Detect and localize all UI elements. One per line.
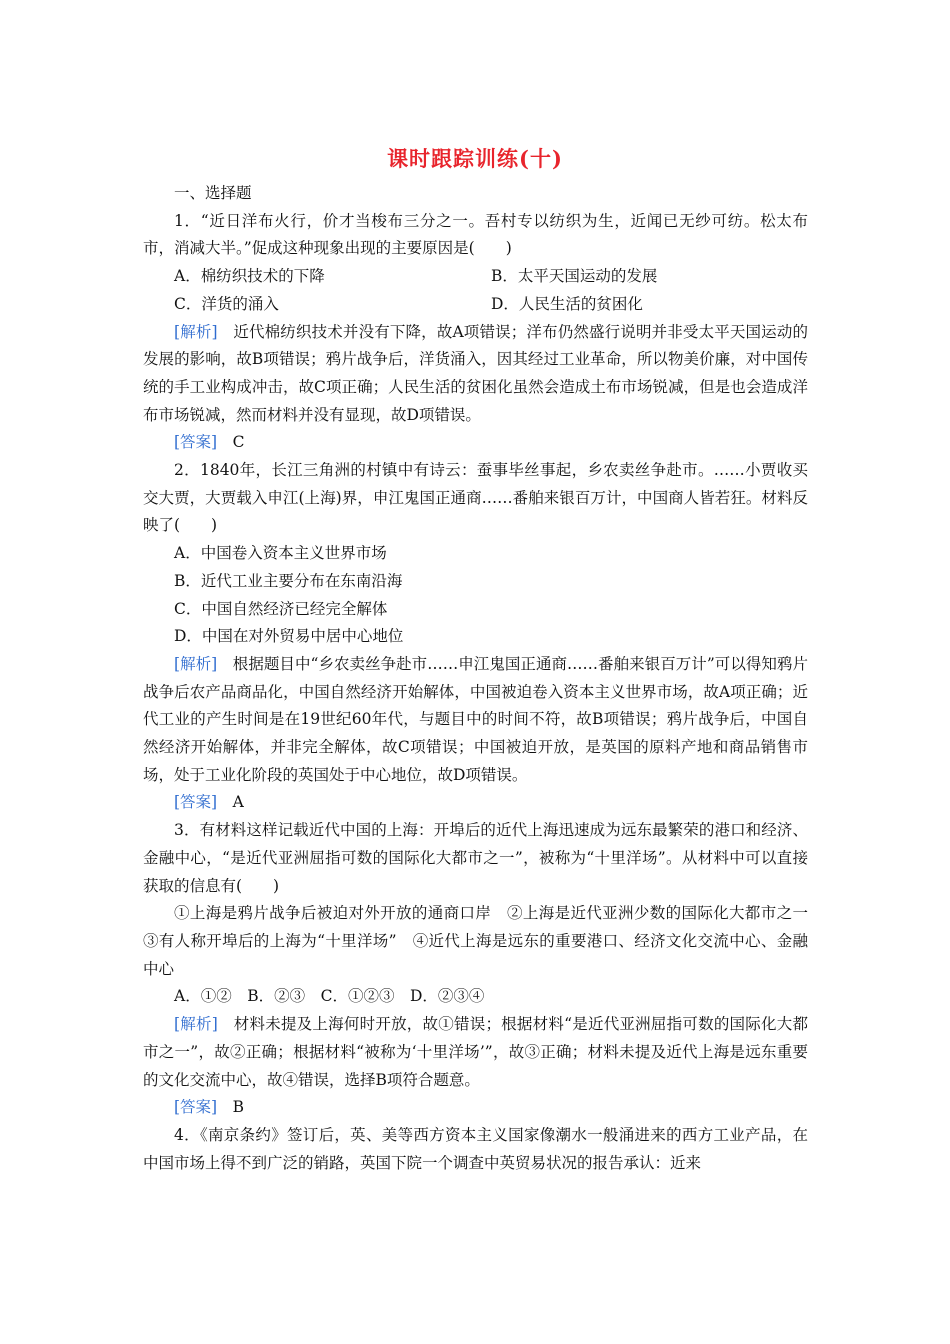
option: D．中国在对外贸易中居中心地位 <box>174 627 404 646</box>
question-2-answer <box>143 789 808 817</box>
question-2-stem: 2．1840年，长江三角洲的村镇中有诗云：蚕事毕丝事起，乡农卖丝争赴市。……小贾收买交大贾，大贾载入申江(上海)界，申江鬼国正通商……番舶来银百万计，中国商人皆若狂。材料反映了( ) <box>143 461 808 535</box>
answer-value: C <box>232 433 245 452</box>
answer-tag: [答案] <box>174 1098 218 1117</box>
section-heading: 一、选择题 <box>174 184 252 202</box>
question-1-stem: 1．“近日洋布火行，价才当梭布三分之一。吾村专以纺织为生，近闻已无纱可纺。松太布市，消减大半。”促成这种现象出现的主要原因是( ) <box>143 211 808 258</box>
option: A．中国卷入资本主义世界市场 <box>174 544 387 563</box>
question-3-items: ①上海是鸦片战争后被迫对外开放的通商口岸 ②上海是近代亚洲少数的国际化大都市之一 ③有人称开埠后的上海为“十里洋场” ④近代上海是远东的重要港口、经济文化交流中心、金融中心 <box>143 904 824 978</box>
analysis-text: 近代棉纺织技术并没有下降，故A项错误；洋布仍然盛行说明并非受太平天国运动的发展的影响，故B项错误；鸦片战争后，洋货涌入，因其经过工业革命，所以物美价廉，对中国传统的手工业构成冲击，故C项正确；人民生活的贫困化虽然会造成土布市场锐减，但是也会造成洋布市场锐减，然而材料并没有显现，故D项错误。 <box>143 322 808 424</box>
analysis-text: 根据题目中“乡农卖丝争赴市……申江鬼国正通商……番舶来银百万计”可以得知鸦片战争后农产品商品化，中国自然经济开始解体，中国被迫卷入资本主义世界市场，故A项正确；近代工业的产生时间是在19世纪60年代，与题目中的时间不符，故B项错误；鸦片战争后，中国自然经济开始解体，并非完全解体，故C项错误；中国被迫开放，是英国的原料产地和商品销售市场，处于工业化阶段的英国处于中心地位，故D项错误。 <box>143 654 808 784</box>
option: D．人民生活的贫困化 <box>491 294 643 313</box>
answer-tag: [答案] <box>174 433 218 452</box>
question-3-analysis <box>143 1011 808 1094</box>
option: C．洋货的涌入 <box>174 294 279 313</box>
question-1-options-row-2 <box>143 291 808 319</box>
analysis-tag: [解析] <box>174 654 218 673</box>
page-title: 课时跟踪训练(十) <box>387 146 563 171</box>
question-1-answer <box>143 429 808 457</box>
option: A．棉纺织技术的下降 <box>174 267 325 286</box>
analysis-text: 材料未提及上海何时开放，故①错误；根据材料“是近代亚洲屈指可数的国际化大都市之一”，故②正确；根据材料“被称为‘十里洋场’”，故③正确；材料未提及近代上海是远东重要的文化交流中心，故④错误，选择B项符合题意。 <box>143 1015 808 1089</box>
question-4-stem: 4．《南京条约》签订后，英、美等西方资本主义国家像潮水一般涌进来的西方工业产品，在中国市场上得不到广泛的销路，英国下院一个调查中英贸易状况的报告承认：近来 <box>143 1125 808 1172</box>
question-3-options: A．①② B．②③ C．①②③ D．②③④ <box>174 987 485 1006</box>
question-3-stem: 3．有材料这样记载近代中国的上海：开埠后的近代上海迅速成为远东最繁荣的港口和经济、金融中心，“是近代亚洲屈指可数的国际化大都市之一”，被称为“十里洋场”。从材料中可以直接获取的信息有( ) <box>143 821 808 895</box>
question-2-analysis <box>143 651 808 790</box>
answer-value: A <box>232 793 244 812</box>
question-1-analysis <box>143 319 808 430</box>
document-body <box>143 180 824 1177</box>
question-3-answer <box>143 1094 808 1122</box>
question-1-options-row-1 <box>143 263 808 291</box>
analysis-tag: [解析] <box>174 322 218 341</box>
option: B．近代工业主要分布在东南沿海 <box>174 571 403 590</box>
option: C．中国自然经济已经完全解体 <box>174 599 388 618</box>
option: B．太平天国运动的发展 <box>491 267 658 286</box>
answer-value: B <box>232 1098 245 1117</box>
answer-tag: [答案] <box>174 793 218 812</box>
analysis-tag: [解析] <box>174 1015 218 1034</box>
